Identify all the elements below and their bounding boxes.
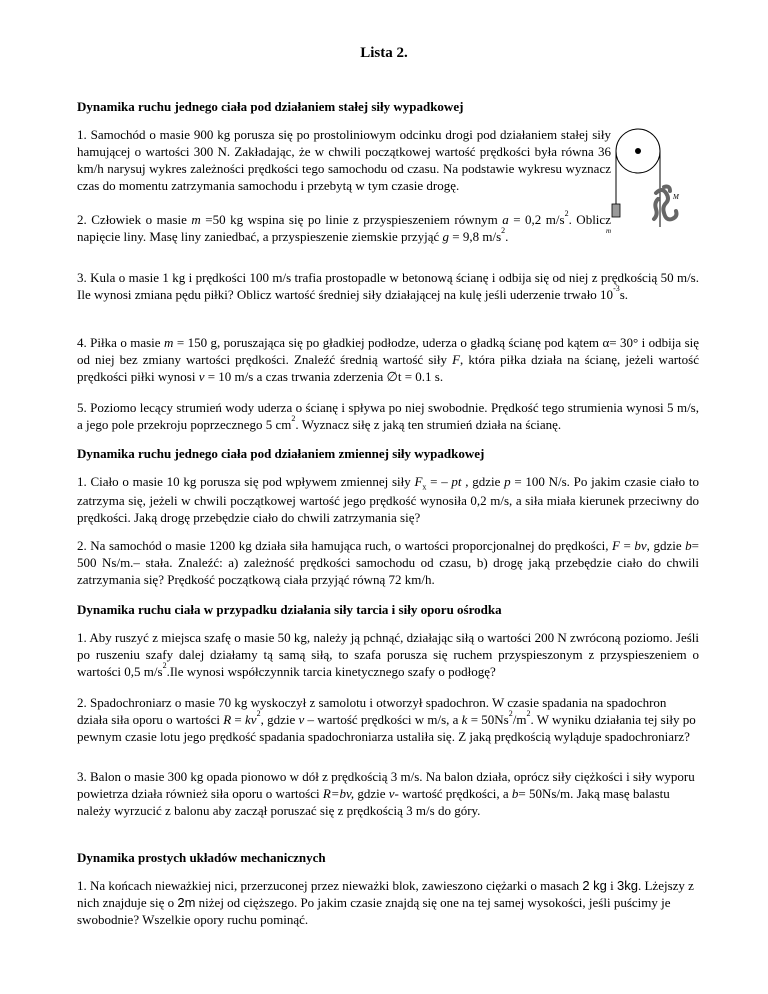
climber-figure: [654, 187, 677, 220]
figure-label-m: m: [606, 227, 612, 235]
page-title: Lista 2.: [360, 45, 408, 61]
problem-2-1: 1. Ciało o masie 10 kg porusza się pod wpływem zmiennej siły $F_x$ = – pt , gdzie p = 100 N/s. Po jakim czasie ciało to zatrzyma się, jeżeli w chwili początkowej wartość jego prędkość wynosiła 0,2 m/s, a siła miała kierunek przeciwny do prędkości. Jaką drogę przebędzie ciało do chwili zatrzymania się?: [77, 474, 699, 525]
problem-3-3: 3. Balon o masie 300 kg opada pionowo w dół z prędkością 3 m/s. Na balon działa, oprócz siły ciężkości i siły wyporu powietrza działa również siła oporu o wartości R=bv, gdzie v- wartość prędkości, a b= 50Ns/m. Jaką masę balastu należy wyrzucić z balonu aby zaczął poruszać się z prędkością 3 m/s do góry.: [77, 769, 695, 818]
problem-4-1: 1. Na końcach nieważkiej nici, przerzuconej przez nieważki blok, zawieszono ciężarki o masach 2 kg i 3kg. Lżejszy z nich znajduje się o 2m niżej od cięższego. Po jakim czasie znajdą się one na tej samej wysokości, jeśli puścimy je swobodnie? Wszelkie opory ruchu pominąć.: [77, 878, 694, 927]
section-heading-constant-force: Dynamika ruchu jednego ciała pod działaniem stałej siły wypadkowej: [77, 99, 464, 114]
problem-1-4: 4. Piłka o masie m = 150 g, poruszająca się po gładkiej podłodze, uderza o gładką ścianę pod kątem α= 30° i odbija się od niej bez zmiany wartości prędkości. Znaleźć średnią wartość siły F, która piłka działa na ścianę, jeżeli wartość prędkości piłki wynosi v = 10 m/s a czas trwania zderzenia ∅t = 0.1 s.: [77, 335, 700, 384]
weight-block: [612, 204, 620, 217]
section-heading-mechanical-systems: Dynamika prostych układów mechanicznych: [77, 850, 326, 865]
problem-2-2: 2. Na samochód o masie 1200 kg działa siła hamująca ruch, o wartości proporcjonalnej do prędkości, F = bv, gdzie b= 500 Ns/m.– stała. Znaleźć: a) zależność prędkości samochodu od czasu, b) drogę jaką przebędzie ciało do chwili zatrzymania się? Prędkość początkową ciała przyjąć równą 72 km/h.: [77, 538, 699, 587]
pulley-axle: [635, 148, 641, 154]
figure-label-M: M: [673, 193, 679, 201]
problem-1-2: 2. Człowiek o masie m =50 kg wspina się po linie z przyspieszeniem równym a = 0,2 $m/s^2$. Oblicz napięcie liny. Masę liny zaniedbać, a przyspieszenie ziemskie przyjąć g = 9,8 $m/s^2$.: [77, 209, 611, 244]
section-heading-variable-force: Dynamika ruchu jednego ciała pod działaniem zmiennej siły wypadkowej: [77, 446, 485, 461]
pulley-figure: [606, 121, 722, 235]
problem-1-1: 1. Samochód o masie 900 kg porusza się po prostoliniowym odcinku drogi pod działaniem stałej siły hamującej o wartości 300 N. Zakładając, że w chwili początkowej wartość prędkości była równa 36 km/h narysuj wykres zależności prędkości tego samochodu od czasu. Na podstawie wykresu wyznacz czas do momentu zatrzymania samochodu i przebytą w tym czasie drogę.: [77, 127, 611, 193]
problem-1-3: 3. Kula o masie 1 kg i prędkości 100 m/s trafia prostopadle w betonową ścianę i odbija się od niej z prędkością 50 m/s. Ile wynosi zmiana pędu piłki? Oblicz wartość średniej siły działającej na kulę jeśli uderzenie trwało $10^{-3}s$.: [77, 270, 699, 302]
problem-3-2: 2. Spadochroniarz o masie 70 kg wyskoczył z samolotu i otworzył spadochron. W czasie spadania na spadochron działa siła oporu o wartości $R = kv^2$, gdzie v – wartość prędkości w m/s, a $k = 50Ns^2/m^2$. W wyniku działania tej siły po pewnym czasie lotu jego prędkość spadania spadochroniarza ustaliła się. Z jaką prędkością wyląduje spadochroniarz?: [77, 695, 696, 744]
problem-3-1: 1. Aby ruszyć z miejsca szafę o masie 50 kg, należy ją pchnąć, działając siłą o wartości 200 N zwróconą poziomo. Jeśli po ruszeniu szafy dalej działamy tą samą siłą, to szafa porusza się ruchem przyspieszonym z przyspieszeniem o wartości 0,5 $m/s^2.Ile$ wynosi współczynnik tarcia kinetycznego szafy o podłogę?: [77, 630, 699, 679]
section-heading-friction: Dynamika ruchu ciała w przypadku działania siły tarcia i siły oporu ośrodka: [77, 602, 502, 617]
problem-1-5: 5. Poziomo lecący strumień wody uderza o ścianę i spływa po niej swobodnie. Prędkość tego strumienia wynosi 5 m/s, a jego pole przekroju poprzecznego 5 $cm^2$. Wyznacz siłę z jaką ten strumień działa na ścianę.: [77, 400, 699, 432]
